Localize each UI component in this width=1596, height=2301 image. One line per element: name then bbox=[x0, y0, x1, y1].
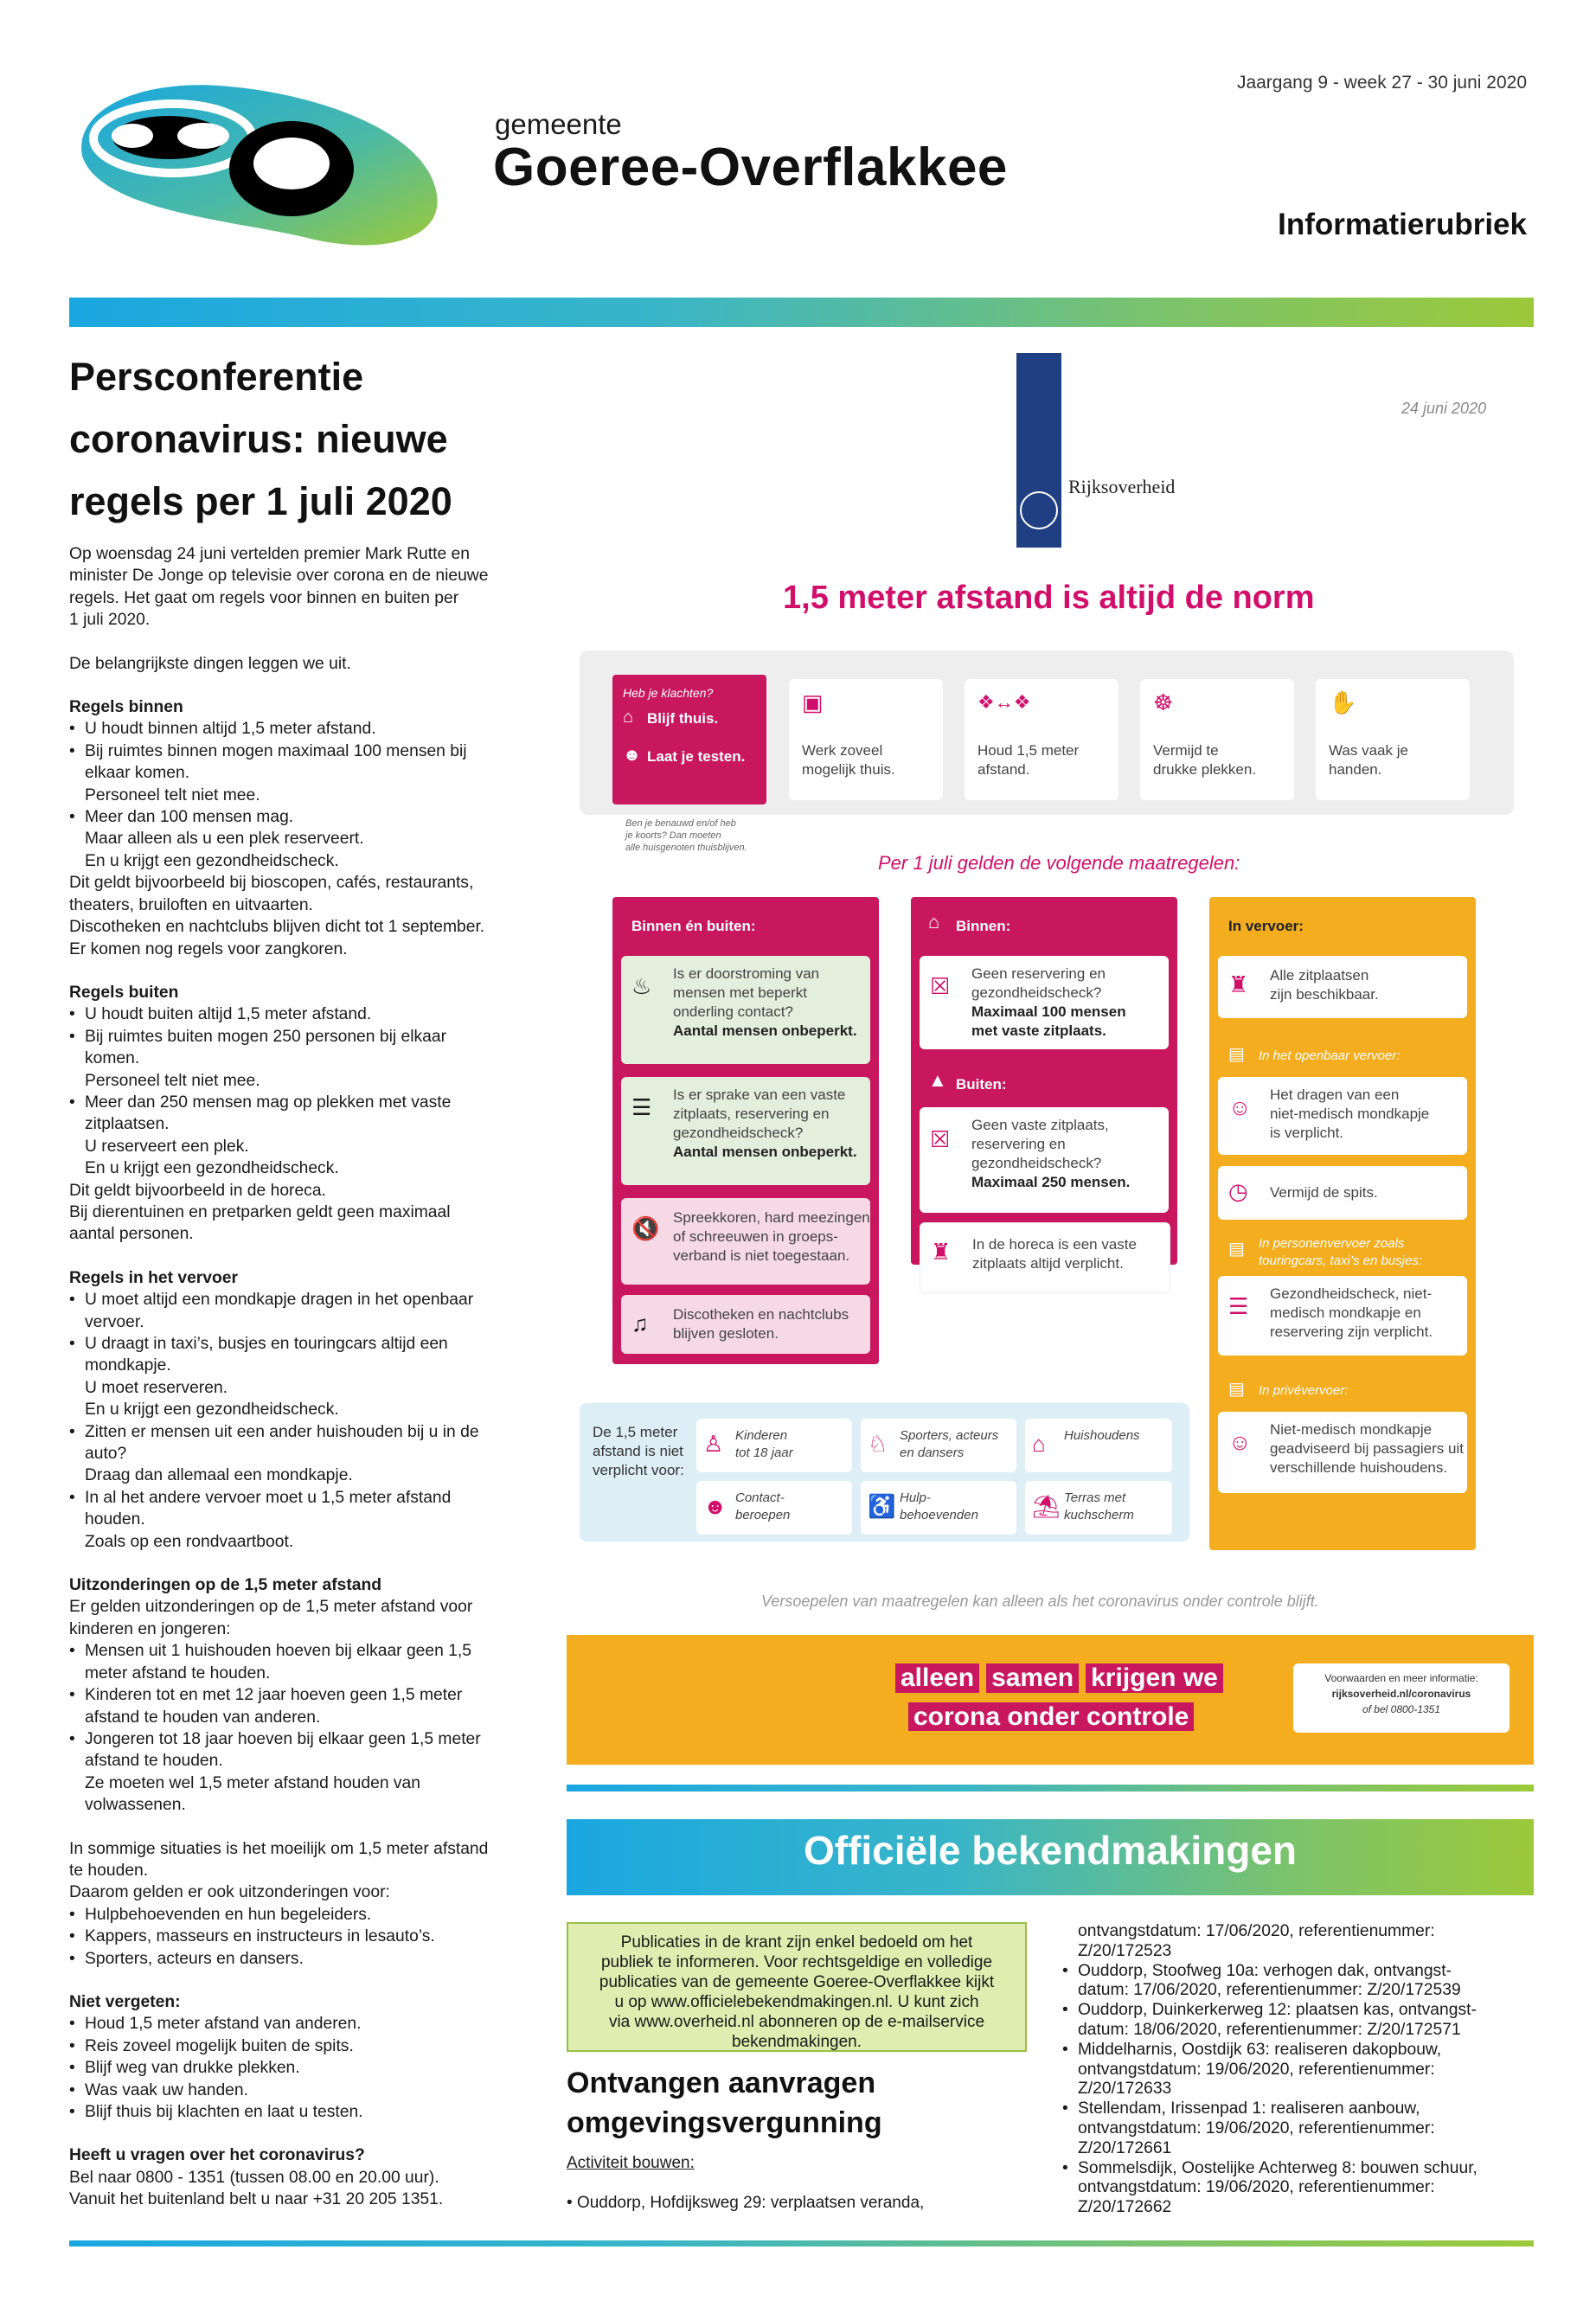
runner-icon: ♘ bbox=[868, 1431, 888, 1457]
municipality-label: gemeente bbox=[495, 108, 622, 140]
corona-infographic: Rijksoverheid 24 juni 2020 1,5 meter afstand is altijd de norm Heb je klachten? ⌂ Blijf thuis. ☻ Laat je testen. Ben je benauwd en/of heb je koorts? Dan moeten alle huisgenoten thuisblijven. ▣ Werk zoveel mogelijk thuis. ❖↔❖ Houd 1,5 meter afstand. ☸ Vermijd te drukke plekken. ✋ Was vaak je handen. Per 1 juli gelden de volgende maatregelen: Binnen én buiten: ♨ Is er doorstroming van mensen met beperkt onderling contact? Aantal mensen onbeperkt. ☰ Is er sprake van een vaste zitplaats, reservering en gezondheidscheck? Aantal mensen onbeperkt. 🔇 Spreekkoren, hard meezingen of schreeuwen in groeps- verband is niet toegestaan. ♫ Discotheken en nachtclubs blijven gesloten. ⌂ Binnen: ☒ Geen reservering en gezondheidscheck? Maximaal 100 mensen met vaste zitplaats. ▲ Buiten: ☒ Geen vaste zitplaats, reservering en gezondheidscheck? Maximaal 250 mensen. ♜ In de horeca is een vaste zitplaats altijd verplicht. In vervoer: ♜ Alle zitplaatsen zijn beschikbaar. ▤ In het openbaar vervoer: ☺ Het dragen van een niet-medisch mondkapje is verplicht. ◷ Vermijd de spits. ▤ In personenvervoer zoals touringcars, taxi’s en busjes: ☰ Gezondheidscheck, niet- medisch mondkapje en reservering zijn verplicht. ▤ In privévervoer: ☺ Niet-medisch mondkapje geadviseerd bij passagiers uit verschillende huishoudens. De 1,5 meter afstand is niet verplicht voor: ♙ Kinderen tot 18 jaar ♘ Sporters, acteurs en dansers ⌂ Huishoudens ☻ Contact- beroepen ♿ Hulp- behoevenden ⛱ Terras met kuchscherm Versoepelen van maatregelen kan alleen als het coronavirus onder controle blijft. alleen samen krijgen we corona onder controle Voorwaarden en meer informatie: rijksoverheid.nl/coronavirus of bel 0800-1351 bbox=[567, 346, 1534, 1765]
section-title-niet-vergeten: Niet vergeten: bbox=[69, 1992, 181, 2011]
measure-card: ☰ Gezondheidscheck, niet- medisch mondkapje en reservering zijn verplicht. bbox=[1218, 1276, 1467, 1356]
section-title-binnen: Regels binnen bbox=[69, 698, 183, 717]
list-item: • U draagt in taxi’s, busjes en touringcars altijd een mondkapje. bbox=[69, 1333, 545, 1377]
crowd-icon: ☸ bbox=[1153, 689, 1174, 715]
omgevingsvergunning-title: Ontvangen aanvragen omgevingsvergunning bbox=[567, 2067, 882, 2139]
transport-label: In personenvervoer zoals touringcars, taxi’s en busjes: bbox=[1259, 1236, 1422, 1268]
checklist-icon: ☰ bbox=[631, 1094, 652, 1120]
application-item: • Middelharnis, Oostdijk 63: realiseren dakopbouw, ontvangstdatum: 19/06/2020, referentienummer: Z/20/172633 bbox=[1062, 2041, 1534, 2099]
infographic-footnote: Versoepelen van maatregelen kan alleen als het coronavirus onder controle blijft. bbox=[761, 1593, 1319, 1610]
home-icon: ⌂ bbox=[623, 708, 634, 727]
no-reservation-icon: ☒ bbox=[930, 973, 951, 999]
footer-gradient-bar bbox=[69, 2240, 1534, 2247]
building-icon: ⌂ bbox=[928, 911, 940, 933]
seat-icon: ♜ bbox=[1228, 971, 1249, 997]
list-item: • Kappers, masseurs en instructeurs in lesauto’s. bbox=[69, 1926, 545, 1947]
infographic-date: 24 juni 2020 bbox=[1401, 400, 1487, 417]
info-box: Voorwaarden en meer informatie: rijksoverheid.nl/coronavirus of bel 0800-1351 bbox=[1293, 1663, 1509, 1733]
tip-card: ❖↔❖ Houd 1,5 meter afstand. bbox=[965, 679, 1118, 800]
house-icon: ⌂ bbox=[1032, 1431, 1046, 1457]
list-item: • U houdt buiten altijd 1,5 meter afstand. bbox=[69, 1003, 545, 1025]
application-item: • Ouddorp, Hofdijksweg 29: verplaatsen veranda, bbox=[567, 2194, 925, 2212]
application-item: • Stellendam, Irissenpad 1: realiseren aanbouw, ontvangstdatum: 19/06/2020, referentienummer: Z/20/172661 bbox=[1062, 2099, 1534, 2158]
applications-list: ontvangstdatum: 17/06/2020, referentienummer: Z/20/172523 • Ouddorp, Stoofweg 10a: verhogen dak, ontvangst- datum: 17/06/2020, referentienummer: Z/20/172539 • Ouddorp, Duinkerkerweg 12: plaatsen kas, ontvangst- datum: 18/06/2020, referentienummer: Z/20/172571 • Middelharnis, Oostdijk 63: realiseren dakopbouw, ontvangstdatum: 19/06/2020, referentienummer: Z/20/172633 • Stellendam, Irissenpad 1: realiseren aanbouw, ontvangstdatum: 19/06/2020, referentienummer: Z/20/172661 • Sommelsdijk, Oostelijke Achterweg 8: bouwen schuur, ontvangstdatum: 19/06/2020, referentienummer: Z/20/172662 bbox=[1062, 1922, 1534, 2218]
checklist-icon: ☰ bbox=[1228, 1293, 1249, 1319]
list-item: • Hulpbehoevenden en hun begeleiders. bbox=[69, 1904, 545, 1926]
mask-icon: ☺ bbox=[1228, 1429, 1252, 1455]
list-item: • Mensen uit 1 huishouden hoeven bij elkaar geen 1,5 meter afstand te houden. bbox=[69, 1640, 545, 1684]
rijksoverheid-logo bbox=[1016, 353, 1061, 548]
intro-line: Op woensdag 24 juni vertelden premier Mark Rutte en bbox=[69, 545, 470, 563]
exception-card: ⛱ Terras met kuchscherm bbox=[1025, 1481, 1172, 1535]
wheelchair-icon: ♿ bbox=[868, 1493, 896, 1519]
car-icon: ▤ bbox=[1228, 1380, 1245, 1399]
laptop-icon: ▣ bbox=[802, 689, 824, 715]
measure-card: ♜ Alle zitplaatsen zijn beschikbaar. bbox=[1218, 956, 1467, 1018]
municipality-name: Goeree-Overflakkee bbox=[493, 138, 1008, 197]
measure-card: 🔇 Spreekkoren, hard meezingen of schreeuwen in groeps- verband is niet toegestaan. bbox=[621, 1198, 870, 1285]
terrace-icon: ⛱ bbox=[1032, 1493, 1061, 1519]
list-item: • Zitten er mensen uit een ander huishouden bij u in de auto? bbox=[69, 1421, 545, 1465]
edition-line: Jaargang 9 - week 27 - 30 juni 2020 bbox=[1236, 73, 1527, 93]
header-gradient-bar bbox=[69, 298, 1534, 327]
list-item: • Kinderen tot en met 12 jaar hoeven geen 1,5 meter afstand te houden van anderen. bbox=[69, 1684, 545, 1728]
crest-icon bbox=[1020, 491, 1058, 529]
section-title-vervoer: Regels in het vervoer bbox=[69, 1268, 239, 1287]
bekendmakingen-title: Officiële bekendmakingen bbox=[803, 1828, 1298, 1873]
section-title-uitzonderingen: Uitzonderingen op de 1,5 meter afstand bbox=[69, 1576, 382, 1595]
measure-card: ♫ Discotheken en nachtclubs blijven gesloten. bbox=[621, 1295, 870, 1354]
list-item: • Bij ruimtes buiten mogen 250 personen bij elkaar komen. bbox=[69, 1026, 545, 1070]
list-item: • Sporters, acteurs en dansers. bbox=[69, 1948, 545, 1970]
publication-notice: Publicaties in de krant zijn enkel bedoeld om het publiek te informeren. Voor rechtsgeldige en volledige publicaties van de gemeente Goeree-Overflakkee kijkt u op www.officielebekendmakingen.nl. U kunt zich via www.overheid.nl abonneren op de e-mailservice bekendmakingen. bbox=[567, 1922, 1027, 2052]
intro-line: regels. Het gaat om regels voor binnen en buiten per bbox=[69, 588, 459, 607]
walking-people-icon: ♨ bbox=[631, 973, 652, 999]
exception-card: ♘ Sporters, acteurs en dansers bbox=[861, 1419, 1016, 1472]
distance-icon: ❖↔❖ bbox=[977, 691, 1031, 713]
tip-card: ☸ Vermijd te drukke plekken. bbox=[1140, 679, 1294, 800]
article-column: Persconferentie coronavirus: nieuwe regels per 1 juli 2020 Op woensdag 24 juni vertelden premier Mark Rutte en minister De Jonge op televisie over corona en de nieuwe regels. Het gaat om regels voor binnen en buiten per 1 juli 2020. De belangrijkste dingen leggen we uit. Regels binnen • U houdt binnen altijd 1,5 meter afstand. • Bij ruimtes binnen mogen maximaal 100 mensen bij elkaar komen. Personeel telt niet mee. • Meer dan 100 mensen mag. Maar alleen als u een plek reserveert. En u krijgt een gezondheidscheck. Dit geldt bijvoorbeeld bij bioscopen, cafés, restaurants, theaters, bruiloften en uitvaarten. Discotheken en nachtclubs blijven dicht tot 1 september. Er komen nog regels voor zangkoren. Regels buiten • U houdt buiten altijd 1,5 meter afstand. • Bij ruimtes buiten mogen 250 personen bij elkaar komen. Personeel telt niet mee. • Meer dan 250 mensen mag op plekken met vaste zitplaatsen. U reserveert een plek. En u krijgt een gezondheidscheck. Dit geldt bijvoorbeeld in de horeca. Bij dierentuinen en pretparken geldt geen maximaal aantal personen. Regels in het vervoer • U moet altijd een mondkapje dragen in het openbaar vervoer. • U draagt in taxi’s, busjes en touringcars altijd een mondkapje. U moet reserveren. En u krijgt een gezondheidscheck. • Zitten er mensen uit een ander huishouden bij u in de auto? Draag dan allemaal een mondkapje. • In al het andere vervoer moet u 1,5 meter afstand houden. Zoals op een rondvaartboot. Uitzonderingen op de 1,5 meter afstand Er gelden uitzonderingen op de 1,5 meter afstand voor kinderen en jongeren: • Mensen uit 1 huishouden hoeven bij elkaar geen 1,5 meter afstand te houden. • Kinderen tot en met 12 jaar hoeven geen 1,5 meter afstand te houden van anderen. • Jongeren tot 18 jaar hoeven bij elkaar geen 1,5 meter afstand te houden. Ze moeten wel 1,5 meter afstand houden van volwassenen. In sommige situaties is het moeilijk om 1,5 meter afstand te houden. Daarom gelden er ook uitzonderingen voor: • Hulpbehoevenden en hun begeleiders. • Kappers, masseurs en instructeurs in lesauto’s. • Sporters, acteurs en dansers. Niet vergeten: • Houd 1,5 meter afstand van anderen. • Reis zoveel mogelijk buiten de spits. • Blijf weg van drukke plekken. • Was vaak uw handen. • Blijf thuis bij klachten en laat u testen. Heeft u vragen over het coronavirus? Bel naar 0800 - 1351 (tussen 08.00 en 20.00 uur). Vanuit het buitenland belt u naar +31 20 205 1351. bbox=[69, 346, 545, 2211]
tree-icon: ▲ bbox=[928, 1069, 947, 1091]
rubric-title: Informatierubriek bbox=[1278, 208, 1527, 241]
infographic-headline: 1,5 meter afstand is altijd de norm bbox=[783, 580, 1315, 616]
activity-label: Activiteit bouwen: bbox=[567, 2154, 695, 2172]
list-item: • Jongeren tot 18 jaar hoeven bij elkaar geen 1,5 meter afstand te houden. bbox=[69, 1728, 545, 1772]
section-title-buiten: Regels buiten bbox=[69, 983, 179, 1002]
list-item: • Meer dan 250 mensen mag op plekken met vaste zitplaatsen. bbox=[69, 1092, 545, 1136]
list-item: • Was vaak uw handen. bbox=[69, 2080, 545, 2101]
no-shouting-icon: 🔇 bbox=[631, 1215, 660, 1241]
measure-card: ♨ Is er doorstroming van mensen met beperkt onderling contact? Aantal mensen onbeperkt. bbox=[621, 956, 870, 1064]
contact-icon: ☻ bbox=[703, 1493, 727, 1519]
municipality-logo bbox=[65, 74, 445, 255]
list-item: • In al het andere vervoer moet u 1,5 meter afstand houden. bbox=[69, 1487, 545, 1531]
exception-card: ⌂ Huishoudens bbox=[1025, 1419, 1172, 1472]
list-item: • Blijf weg van drukke plekken. bbox=[69, 2057, 545, 2079]
list-item: • U moet altijd een mondkapje dragen in het openbaar vervoer. bbox=[69, 1289, 545, 1333]
measure-card: ◷ Vermijd de spits. bbox=[1218, 1166, 1467, 1220]
measure-card: ♜ In de horeca is een vaste zitplaats altijd verplicht. bbox=[920, 1222, 1170, 1293]
list-item: • Blijf thuis bij klachten en laat u testen. bbox=[69, 2101, 545, 2123]
application-item: • Ouddorp, Stoofweg 10a: verhogen dak, ontvangst- datum: 17/06/2020, referentienummer: Z/20/172539 bbox=[1062, 1962, 1534, 2002]
list-item: • Houd 1,5 meter afstand van anderen. bbox=[69, 2013, 545, 2035]
no-music-icon: ♫ bbox=[631, 1311, 649, 1336]
mask-icon: ☺ bbox=[1228, 1094, 1252, 1120]
exception-card: ☻ Contact- beroepen bbox=[696, 1481, 852, 1535]
measure-card: ☺ Het dragen van een niet-medisch mondkapje is verplicht. bbox=[1218, 1077, 1467, 1155]
exception-card: ♿ Hulp- behoevenden bbox=[861, 1481, 1016, 1535]
train-icon: ▤ bbox=[1228, 1045, 1245, 1064]
intro-line: 1 juli 2020. bbox=[69, 611, 151, 630]
tip-card: ▣ Werk zoveel mogelijk thuis. bbox=[789, 679, 943, 800]
measure-card: ☺ Niet-medisch mondkapje geadviseerd bij passagiers uit verschillende huishoudens. bbox=[1218, 1412, 1467, 1493]
bus-icon: ▤ bbox=[1228, 1240, 1245, 1259]
measure-card: ☰ Is er sprake van een vaste zitplaats, reservering en gezondheidscheck? Aantal mensen onbeperkt. bbox=[621, 1077, 870, 1185]
exception-card: ♙ Kinderen tot 18 jaar bbox=[696, 1419, 852, 1472]
measure-card: ☒ Geen vaste zitplaats, reservering en gezondheidscheck? Maximaal 250 mensen. bbox=[920, 1107, 1169, 1213]
section-divider bbox=[567, 1785, 1534, 1791]
clock-icon: ◷ bbox=[1228, 1178, 1248, 1204]
measures-headline: Per 1 juli gelden de volgende maatregelen: bbox=[878, 852, 1240, 874]
list-item: • Meer dan 100 mensen mag. bbox=[69, 806, 545, 828]
list-item: • U houdt binnen altijd 1,5 meter afstand. bbox=[69, 718, 545, 740]
measure-card: ☒ Geen reservering en gezondheidscheck? Maximaal 100 mensen met vaste zitplaats. bbox=[920, 956, 1169, 1049]
no-reservation-icon: ☒ bbox=[930, 1126, 951, 1152]
exceptions-label: De 1,5 meter afstand is niet verplicht voor: bbox=[593, 1424, 684, 1478]
application-item: • Ouddorp, Duinkerkerweg 12: plaatsen kas, ontvangst- datum: 18/06/2020, referentienummer: Z/20/172571 bbox=[1062, 2001, 1534, 2041]
list-item: • Bij ruimtes binnen mogen maximaal 100 mensen bij elkaar komen. bbox=[69, 740, 545, 785]
application-item: • Sommelsdijk, Oostelijke Achterweg 8: bouwen schuur, ontvangstdatum: 19/06/2020, referentienummer: Z/20/172662 bbox=[1062, 2159, 1534, 2218]
intro-line: De belangrijkste dingen leggen we uit. bbox=[69, 654, 351, 673]
children-icon: ♙ bbox=[703, 1431, 724, 1457]
logo-text: Rijksoverheid bbox=[1068, 476, 1176, 497]
section-title-vragen: Heeft u vragen over het coronavirus? bbox=[69, 2146, 365, 2165]
person-icon: ☻ bbox=[623, 746, 642, 765]
complaints-note: Ben je benauwd en/of heb je koorts? Dan moeten alle huisgenoten thuisblijven. bbox=[625, 818, 747, 853]
list-item: • Reis zoveel mogelijk buiten de spits. bbox=[69, 2035, 545, 2057]
article-title: Persconferentie coronavirus: nieuwe regels per 1 juli 2020 bbox=[69, 355, 452, 523]
handwash-icon: ✋ bbox=[1329, 689, 1357, 715]
seat-icon: ♜ bbox=[931, 1239, 952, 1265]
intro-line: minister De Jonge op televisie over corona en de nieuwe bbox=[69, 567, 489, 586]
complaints-card: Heb je klachten? ⌂ Blijf thuis. ☻ Laat je testen. bbox=[612, 675, 766, 804]
tip-card: ✋ Was vaak je handen. bbox=[1316, 679, 1470, 800]
slogan-banner: alleen samen krijgen we corona onder controle Voorwaarden en meer informatie: rijksoverheid.nl/coronavirus of bel 0800-1351 bbox=[567, 1635, 1534, 1765]
